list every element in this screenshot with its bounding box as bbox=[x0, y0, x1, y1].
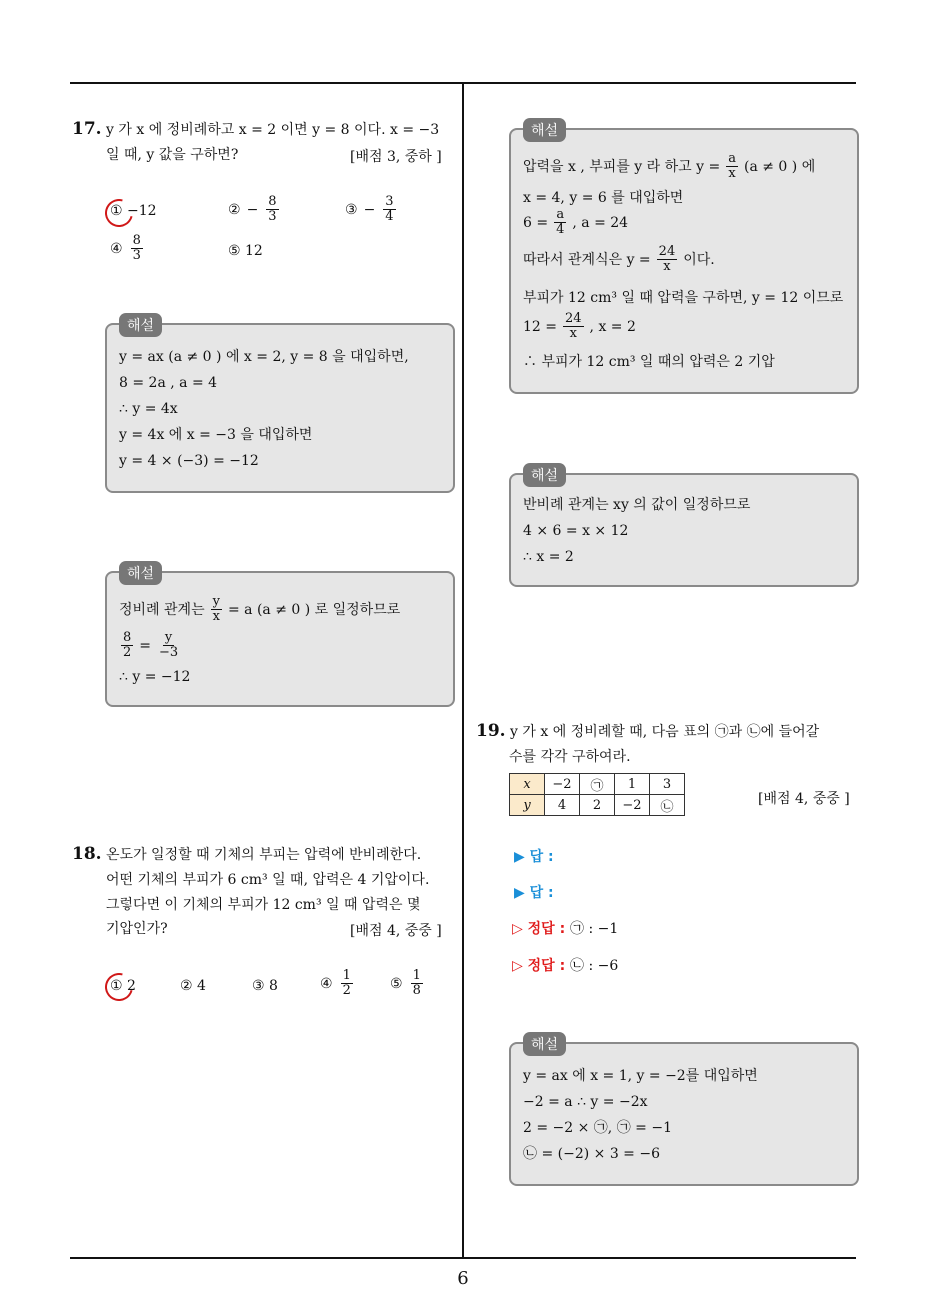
explanation-tag: 해설 bbox=[523, 1032, 566, 1056]
question-text: 기압인가? bbox=[106, 921, 168, 937]
explanation-line: 6 = $\frac{a}{4}$ , a = 24 bbox=[523, 207, 629, 237]
explanation-tag: 해설 bbox=[119, 561, 162, 585]
choice-1[interactable]: ① 2 bbox=[110, 978, 136, 994]
explanation-box bbox=[105, 566, 455, 707]
explanation-line: 따라서 관계식은 y = $\frac{24}{x}$ 이다. bbox=[523, 244, 715, 274]
explanation-line: 부피가 12 cm³ 일 때 압력을 구하면, y = 12 이므로 bbox=[523, 290, 844, 306]
table-row bbox=[510, 774, 685, 795]
choice-5[interactable]: ⑤ 12 bbox=[228, 243, 263, 259]
fraction: $\frac{a}{4}$ bbox=[556, 207, 565, 237]
explanation-line: 8 = 2a , a = 4 bbox=[119, 375, 218, 391]
choice-mark: ⑤ bbox=[390, 975, 403, 992]
score-label: [배점 3, 중하 ] bbox=[350, 149, 442, 165]
explanation-line: ∴ y = −12 bbox=[119, 669, 191, 685]
explanation-line: 4 × 6 = x × 12 bbox=[523, 523, 629, 539]
choice-2[interactable]: ② 4 bbox=[180, 978, 206, 994]
question-number: 19. bbox=[476, 721, 506, 741]
table-cell: 3 bbox=[650, 774, 685, 795]
explanation-line: ∴ 부피가 12 cm³ 일 때의 압력은 2 기압 bbox=[523, 354, 775, 370]
explanation-line: y = 4 × (−3) = −12 bbox=[119, 453, 259, 469]
explanation-line: y = ax 에 x = 1, y = −2를 대입하면 bbox=[523, 1068, 758, 1084]
explanation-tag: 해설 bbox=[523, 118, 566, 142]
question-text: y 가 x 에 정비례할 때, 다음 표의 ㉠과 ㉡에 들어갈 bbox=[510, 724, 820, 740]
fraction: $\frac{8}{2}$ bbox=[123, 630, 132, 660]
choice-1[interactable]: ① −12 bbox=[110, 203, 157, 219]
sign: − bbox=[246, 201, 259, 218]
table-row bbox=[510, 795, 685, 816]
choice-4[interactable] bbox=[110, 234, 145, 263]
explanation-line: ㉡ = (−2) × 3 = −6 bbox=[523, 1146, 660, 1162]
table-cell: y bbox=[510, 795, 545, 816]
score-label: [배점 4, 중중 ] bbox=[758, 791, 850, 807]
explanation-line: y = ax (a ≠ 0 ) 에 x = 2, y = 8 을 대입하면, bbox=[119, 349, 409, 365]
fraction: $\frac{y}{-3}$ bbox=[159, 630, 179, 660]
sign: − bbox=[363, 201, 376, 218]
fraction: $\frac{a}{x}$ bbox=[728, 151, 736, 181]
fraction: $\frac{24}{x}$ bbox=[658, 244, 676, 274]
fraction: $\frac{8}{3}$ bbox=[268, 194, 277, 224]
correct-answer-2: ▷ 정답 : ㉡ : −6 bbox=[512, 958, 619, 974]
table-cell: x bbox=[510, 774, 545, 795]
fraction: $\frac{1}{2}$ bbox=[342, 968, 351, 998]
question-text: y 가 x 에 정비례하고 x = 2 이면 y = 8 이다. x = −3 bbox=[106, 122, 440, 138]
explanation-line: 정비례 관계는 $\frac{y}{x}$ = a (a ≠ 0 ) 로 일정하므로 bbox=[119, 594, 401, 624]
table-cell: ㉡ bbox=[650, 795, 685, 816]
fraction: $\frac{8}{3}$ bbox=[132, 233, 141, 263]
answer-input-1[interactable]: ▶ 답 : bbox=[514, 849, 554, 865]
fraction: $\frac{3}{4}$ bbox=[385, 194, 394, 224]
table-cell: 4 bbox=[545, 795, 580, 816]
choice-3[interactable]: ③ 8 bbox=[252, 978, 278, 994]
bottom-rule bbox=[70, 1257, 856, 1259]
fraction: $\frac{24}{x}$ bbox=[565, 311, 582, 341]
explanation-tag: 해설 bbox=[523, 463, 566, 487]
choice-mark: ④ bbox=[320, 975, 333, 992]
explanation-line: ∴ x = 2 bbox=[523, 549, 574, 565]
explanation-line: −2 = a ∴ y = −2x bbox=[523, 1094, 648, 1110]
question-text: 어떤 기체의 부피가 6 cm³ 일 때, 압력은 4 기압이다. bbox=[106, 872, 430, 888]
explanation-box bbox=[509, 123, 859, 394]
correct-answer-1: ▷ 정답 : ㉠ : −1 bbox=[512, 921, 619, 937]
question-number: 17. bbox=[72, 119, 102, 139]
table-cell: −2 bbox=[545, 774, 580, 795]
table-cell: 1 bbox=[615, 774, 650, 795]
choice-mark: ② bbox=[228, 201, 241, 218]
choice-mark: ③ bbox=[345, 201, 358, 218]
explanation-box bbox=[105, 318, 455, 493]
column-divider bbox=[462, 82, 464, 1259]
explanation-line: 12 = $\frac{24}{x}$ , x = 2 bbox=[523, 311, 636, 341]
question-number: 18. bbox=[72, 844, 102, 864]
explanation-line: x = 4, y = 6 를 대입하면 bbox=[523, 190, 684, 206]
page-number: 6 bbox=[457, 1268, 469, 1289]
explanation-box bbox=[509, 1037, 859, 1186]
fraction: $\frac{y}{x}$ bbox=[212, 594, 220, 624]
table-cell: 2 bbox=[580, 795, 615, 816]
explanation-line: $\frac{8}{2}$ = $\frac{y}{-3}$ bbox=[123, 630, 179, 660]
table-cell: ㉠ bbox=[580, 774, 615, 795]
explanation-line: 반비례 관계는 xy 의 값이 일정하므로 bbox=[523, 497, 751, 513]
score-label: [배점 4, 중중 ] bbox=[350, 923, 442, 939]
choice-mark: ④ bbox=[110, 240, 123, 257]
answer-input-2[interactable]: ▶ 답 : bbox=[514, 885, 554, 901]
explanation-tag: 해설 bbox=[119, 313, 162, 337]
explanation-line: 2 = −2 × ㉠, ㉠ = −1 bbox=[523, 1120, 672, 1136]
question-text: 일 때, y 값을 구하면? bbox=[106, 147, 239, 163]
explanation-box bbox=[509, 468, 859, 587]
choice-5[interactable] bbox=[390, 969, 425, 998]
question-text: 온도가 일정할 때 기체의 부피는 압력에 반비례한다. bbox=[106, 847, 422, 863]
fraction: $\frac{1}{8}$ bbox=[412, 968, 421, 998]
value-table bbox=[509, 773, 685, 816]
question-text: 그렇다면 이 기체의 부피가 12 cm³ 일 때 압력은 몇 bbox=[106, 897, 421, 913]
explanation-line: 압력을 x , 부피를 y 라 하고 y = $\frac{a}{x}$ (a ≠ 0 ) 에 bbox=[523, 151, 816, 181]
explanation-line: ∴ y = 4x bbox=[119, 401, 178, 417]
choice-4[interactable] bbox=[320, 969, 355, 998]
question-text: 수를 각각 구하여라. bbox=[509, 749, 631, 765]
table-cell: −2 bbox=[615, 795, 650, 816]
choice-3[interactable] bbox=[345, 195, 398, 224]
explanation-line: y = 4x 에 x = −3 을 대입하면 bbox=[119, 427, 313, 443]
choice-2[interactable] bbox=[228, 195, 281, 224]
